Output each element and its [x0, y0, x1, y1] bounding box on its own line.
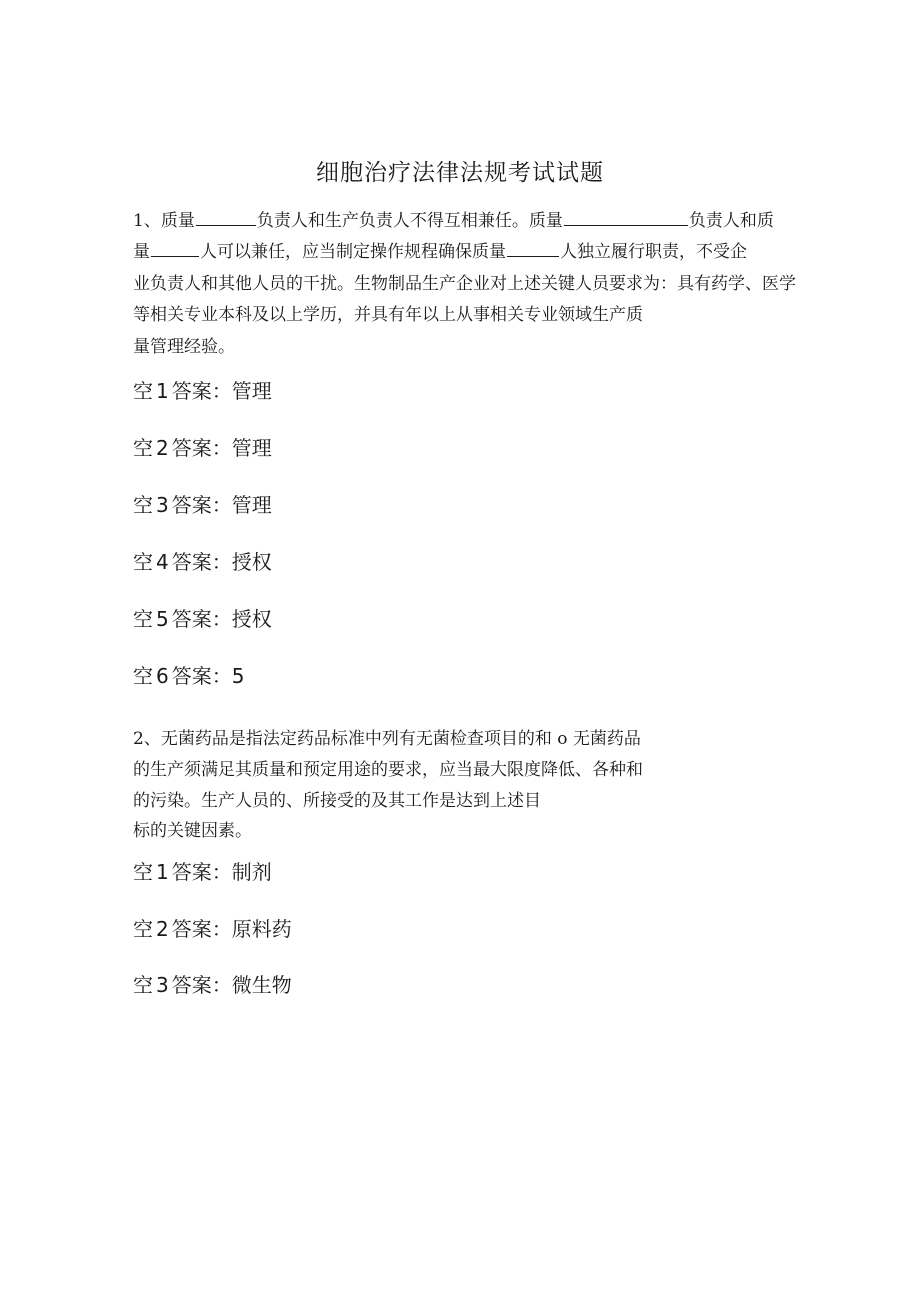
question-text: 1、质量: [133, 211, 195, 231]
answer-label: 答案：: [171, 860, 232, 884]
question-1-line-5: [133, 334, 235, 360]
question-text: 的污染。生产人员的、所接受的及其工作是达到上述目: [133, 791, 541, 811]
question-text: 量管理经验。: [133, 337, 235, 357]
question-text: 等相关专业本科及以上学历，并具有年以上从事相关专业领域生产质: [133, 305, 643, 325]
answer-value: 授权: [231, 607, 272, 631]
question-2-line-1: [133, 726, 641, 752]
answer-prefix: 空: [133, 860, 153, 884]
answer-label: 答案：: [171, 607, 232, 631]
answer-value: 5: [231, 664, 245, 688]
answer-prefix: 空: [133, 607, 153, 631]
answer-value: 原料药: [231, 917, 292, 941]
question-1-line-2: [133, 239, 747, 265]
question-text: 负责人和质: [688, 211, 774, 231]
fill-blank-1: [196, 209, 256, 226]
answer-prefix: 空: [133, 664, 153, 688]
answer-number: 4: [156, 550, 169, 574]
answer-number: 1: [156, 860, 169, 884]
answer-5: [133, 604, 272, 634]
answer-value: 制剂: [231, 860, 272, 884]
answer-number: 1: [156, 379, 169, 403]
answer-2: [133, 433, 272, 463]
question-text: 人可以兼任，应当制定操作规程确保质量: [200, 242, 506, 262]
answer-2: [133, 914, 292, 944]
answer-1: [133, 857, 272, 887]
answer-prefix: 空: [133, 550, 153, 574]
answer-number: 5: [156, 607, 169, 631]
question-1-line-1: [133, 208, 774, 234]
answer-prefix: 空: [133, 379, 153, 403]
answer-label: 答案：: [171, 379, 232, 403]
fill-blank-3: [151, 240, 199, 257]
answer-value: 管理: [231, 436, 272, 460]
answer-number: 3: [156, 493, 169, 517]
answer-value: 管理: [231, 379, 272, 403]
answer-label: 答案：: [171, 493, 232, 517]
question-text: 量: [133, 242, 150, 262]
fill-blank-2: [564, 209, 688, 226]
answer-number: 6: [156, 664, 169, 688]
answer-1: [133, 376, 272, 406]
question-text: 2、无菌药品是指法定药品标准中列有无菌检查项目的和 o 无菌药品: [133, 729, 641, 749]
answer-4: [133, 547, 272, 577]
answer-number: 2: [156, 436, 169, 460]
answer-prefix: 空: [133, 917, 153, 941]
answer-value: 管理: [231, 493, 272, 517]
question-2-line-2: [133, 757, 643, 783]
question-1-line-4: [133, 302, 643, 328]
answer-value: 微生物: [231, 973, 292, 997]
answer-prefix: 空: [133, 436, 153, 460]
question-text: 人独立履行职责，不受企: [560, 242, 747, 262]
question-text: 业负责人和其他人员的干扰。生物制品生产企业对上述关键人员要求为：具有药学、医学: [133, 274, 796, 294]
question-text: 负责人和生产负责人不得互相兼任。质量: [256, 211, 563, 231]
answer-3: [133, 970, 292, 1000]
answer-label: 答案：: [171, 973, 232, 997]
question-2-line-3: [133, 788, 541, 814]
question-text: 标的关键因素。: [133, 821, 252, 841]
answer-label: 答案：: [171, 664, 232, 688]
answer-6: [133, 661, 244, 691]
answer-prefix: 空: [133, 493, 153, 517]
fill-blank-4: [507, 240, 559, 257]
page-title: 细胞治疗法律法规考试试题: [316, 160, 604, 186]
answer-3: [133, 490, 272, 520]
answer-label: 答案：: [171, 550, 232, 574]
question-text: 的生产须满足其质量和预定用途的要求，应当最大限度降低、各种和: [133, 760, 643, 780]
answer-value: 授权: [231, 550, 272, 574]
question-2-line-4: [133, 818, 252, 844]
answer-number: 2: [156, 917, 169, 941]
question-1-line-3: [133, 271, 796, 297]
answer-prefix: 空: [133, 973, 153, 997]
answer-number: 3: [156, 973, 169, 997]
answer-label: 答案：: [171, 917, 232, 941]
answer-label: 答案：: [171, 436, 232, 460]
